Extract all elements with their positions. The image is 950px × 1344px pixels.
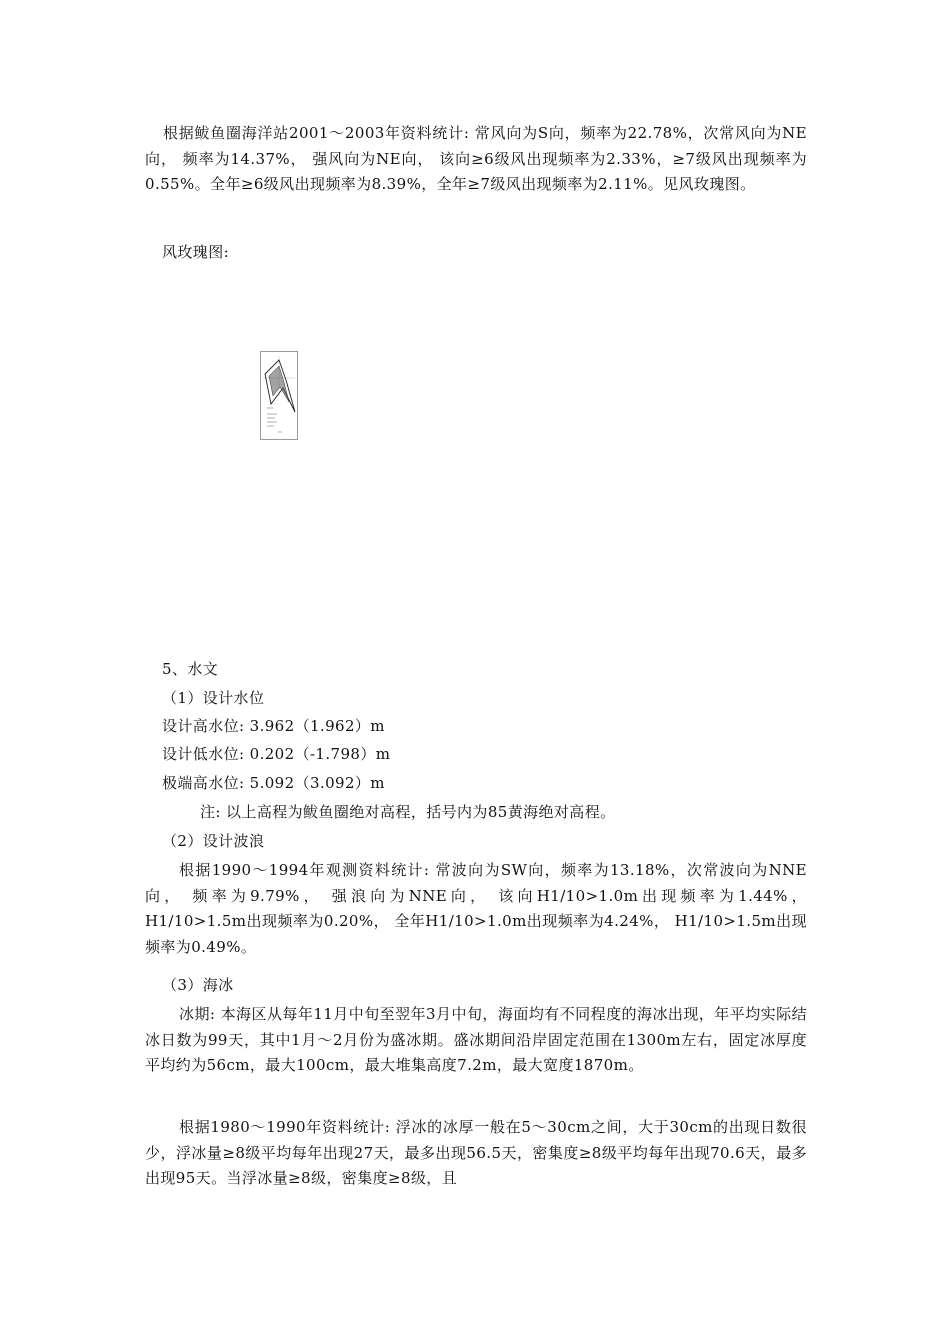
- sea-ice-paragraph-2: 根据1980～1990年资料统计: 浮冰的冰厚一般在5～30cm之间，大于30cm的出现日数很少，浮冰量≥8级平均每年出现27天，最多出现56.5天，密集度≥8级平均每年出现70.6天，最多出现95天。当浮冰量≥8级，密集度≥8级，且: [145, 1118, 807, 1187]
- wind-rose-caption: 风玫瑰图:: [162, 243, 230, 261]
- extreme-high-water: 极端高水位: 5.092（3.092）m: [162, 774, 385, 792]
- sea-ice-paragraph-1: 冰期: 本海区从每年11月中旬至翌年3月中旬，海面均有不同程度的海冰出现，年平均实际结冰日数为99天，其中1月～2月份为盛冰期。盛冰期间沿岸固定范围在1300m左右，固定冰厚度平均约为56cm，最大100cm，最大堆集高度7.2m，最大宽度1870m。: [145, 1005, 807, 1074]
- waves-heading: （2）设计波浪: [162, 832, 265, 850]
- wind-paragraph: 根据鲅鱼圈海洋站2001～2003年资料统计: 常风向为S向，频率为22.78%，次常风向为NE向， 频率为14.37%， 强风向为NE向， 该向≥6级风出现频率为2.33%，≥7级风出现频率为0.55%。全年≥6级风出现频率为8.39%，全年≥7级风出现频率为2.11%。见风玫瑰图。: [145, 124, 807, 193]
- design-low-water: 设计低水位: 0.202（-1.798）m: [162, 745, 391, 763]
- water-level-heading: （1）设计水位: [162, 689, 265, 707]
- wind-rose-figure: [260, 351, 298, 440]
- wind-rose-icon: [261, 352, 297, 439]
- elevation-note: 注: 以上高程为鲅鱼圈绝对高程，括号内为85黄海绝对高程。: [200, 803, 616, 821]
- waves-paragraph: 根据1990～1994年观测资料统计: 常波向为SW向，频率为13.18%，次常波向为NNE向， 频率为9.79%， 强浪向为NNE向， 该向H1/10>1.0m出现频率为1.44%， H1/10>1.5m出现频率为0.20%， 全年H1/10>1.0m出现频率为4.24%， H1/10>1.5m出现频率为0.49%。: [145, 861, 807, 956]
- hydrology-heading: 5、水文: [162, 660, 219, 678]
- design-high-water: 设计高水位: 3.962（1.962）m: [162, 717, 385, 735]
- sea-ice-heading: （3）海冰: [162, 976, 234, 994]
